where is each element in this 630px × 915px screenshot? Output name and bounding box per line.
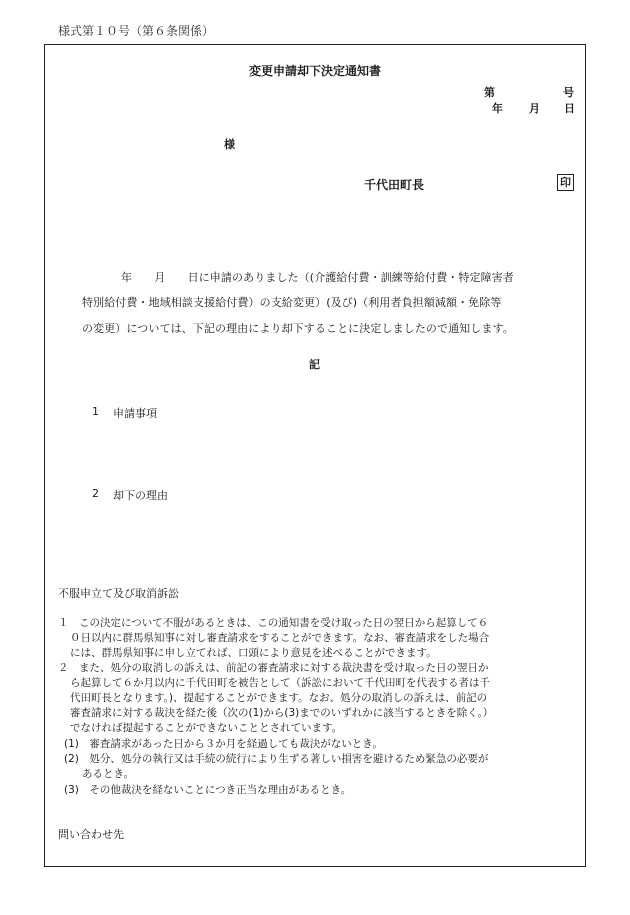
item-2-number: 2 bbox=[92, 487, 99, 500]
body-line-1: 年 月 日に申請のありました（(介護給付費・訓練等給付費・特定障害者 bbox=[121, 271, 514, 284]
appeal-sub-2: (2) 処分、処分の執行又は手続の続行により生ずる著しい損害を避けるため緊急の必要が bbox=[64, 753, 489, 765]
item-1-label: 申請事項 bbox=[113, 407, 157, 420]
appeal-sub-2-cont: あるとき。 bbox=[82, 768, 135, 780]
contact-label: 問い合わせ先 bbox=[58, 828, 124, 841]
appeal-line-1: １ この決定について不服があるときは、この通知書を受け取った日の翌日から起算して６ bbox=[58, 617, 489, 629]
ki-heading: 記 bbox=[309, 358, 320, 371]
item-1-number: 1 bbox=[92, 405, 99, 418]
document-title: 変更申請却下決定通知書 bbox=[248, 64, 381, 78]
number-prefix: 第 bbox=[484, 86, 495, 99]
body-line-2: 特別給付費・地域相談支援給付費）の支給変更）(及び)（利用者負担額減額・免除等 bbox=[82, 296, 502, 309]
date-day: 日 bbox=[564, 102, 575, 115]
form-number: 様式第１０号（第６条関係） bbox=[58, 24, 215, 38]
appeal-heading: 不服申立て及び取消訴訟 bbox=[58, 587, 179, 600]
number-suffix: 号 bbox=[563, 86, 574, 99]
appeal-line-5: ら起算して６か月以内に千代田町を被告として（訴訟において千代田町を代表する者は千 bbox=[70, 677, 490, 689]
appeal-line-7: 審査請求に対する裁決を経た後（次の(1)から(3)までのいずれかに該当するときを除く。） bbox=[70, 707, 494, 719]
date-month: 月 bbox=[529, 102, 540, 115]
appeal-line-3: には、群馬県知事に申し立てれば、口頭により意見を述べることができます。 bbox=[70, 647, 437, 659]
appeal-line-4: ２ また、処分の取消しの訴えは、前記の審査請求に対する裁決書を受け取った日の翌日か bbox=[58, 662, 489, 674]
date-year: 年 bbox=[492, 102, 503, 115]
appeal-line-8: でなければ提起することができないこととされています。 bbox=[70, 722, 343, 734]
body-line-3: の変更）については、下記の理由により却下することに決定しましたので通知します。 bbox=[82, 322, 514, 335]
seal-mark: 印 bbox=[557, 174, 574, 191]
addressee-suffix: 様 bbox=[224, 138, 235, 151]
appeal-line-2: ０日以内に群馬県知事に対し審査請求をすることができます。なお、審査請求をした場合 bbox=[70, 632, 490, 644]
appeal-sub-1: (1) 審査請求があった日から３か月を経過しても裁決がないとき。 bbox=[64, 738, 383, 750]
item-2-label: 却下の理由 bbox=[113, 489, 168, 502]
sender-name: 千代田町長 bbox=[364, 178, 425, 192]
appeal-line-6: 代田町長となります。)、提起することができます。なお、処分の取消しの訴えは、前記の bbox=[70, 692, 488, 704]
appeal-sub-3: (3) その他裁決を経ないことにつき正当な理由があるとき。 bbox=[64, 784, 352, 796]
